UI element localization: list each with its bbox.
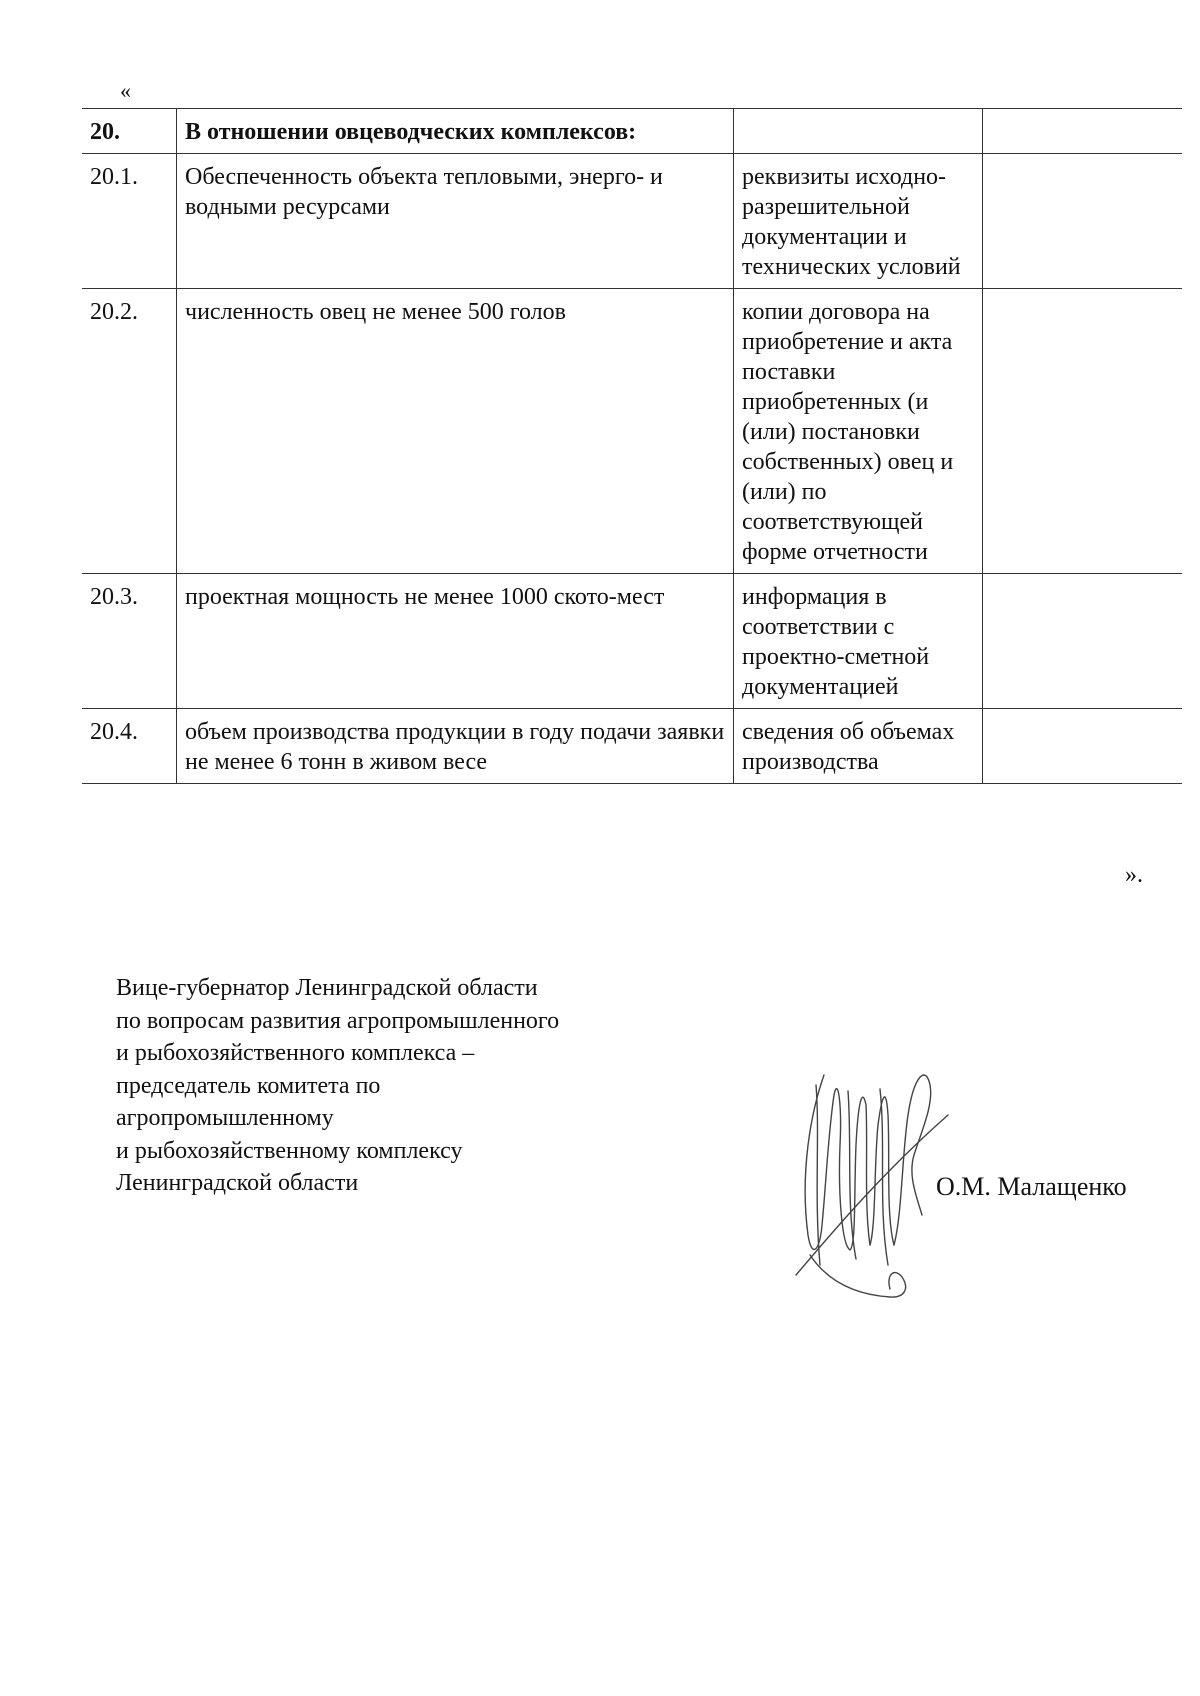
- extra-cell: [983, 109, 1183, 154]
- document-cell: [734, 109, 983, 154]
- extra-cell: [983, 289, 1183, 574]
- extra-cell: [983, 574, 1183, 709]
- table-row: [82, 574, 1182, 709]
- row-number: 20.4.: [82, 709, 177, 784]
- signatory-title-line: и рыбохозяйственному комплексу: [116, 1137, 463, 1164]
- signatory-title-line: и рыбохозяйственного комплекса –: [116, 1040, 475, 1066]
- signatory-title-line: председатель комитета по: [116, 1072, 381, 1099]
- row-number: 20.: [82, 109, 177, 154]
- requirement-cell: численность овец не менее 500 голов: [177, 289, 734, 574]
- requirement-cell: проектная мощность не менее 1000 ското-мест: [177, 574, 734, 709]
- signatory-title-line: агропромышленному: [116, 1105, 334, 1131]
- row-number: 20.1.: [82, 154, 177, 289]
- row-number: 20.2.: [82, 289, 177, 574]
- extra-cell: [983, 154, 1183, 289]
- signatory-title: [116, 972, 676, 1200]
- requirements-table: [82, 108, 1182, 784]
- signatory-title-line: Вице-губернатор Ленинградской области: [116, 975, 538, 1001]
- document-cell: информация в соответствии с проектно-сметной документацией: [734, 574, 983, 709]
- table-row: [82, 709, 1182, 784]
- extra-cell: [983, 709, 1183, 784]
- handwritten-signature: [790, 1045, 950, 1305]
- requirement-cell: В отношении овцеводческих комплексов:: [177, 109, 734, 154]
- document-cell: копии договора на приобретение и акта поставки приобретенных (и (или) постановки собственных) овец и (или) по соответствующей форме отчетности: [734, 289, 983, 574]
- row-number: 20.3.: [82, 574, 177, 709]
- signatory-title-line: по вопросам развития агропромышленного: [116, 1007, 560, 1034]
- document-cell: сведения об объемах производства: [734, 709, 983, 784]
- closing-quote-mark: ».: [1125, 862, 1143, 888]
- table-row: [82, 289, 1182, 574]
- signatory-name: О.М. Малащенко: [936, 1172, 1127, 1201]
- requirement-cell: Обеспеченность объекта тепловыми, энерго- и водными ресурсами: [177, 154, 734, 289]
- requirement-cell: объем производства продукции в году подачи заявки не менее 6 тонн в живом весе: [177, 709, 734, 784]
- signatory-title-line: Ленинградской области: [116, 1170, 359, 1196]
- opening-quote-mark: «: [120, 78, 131, 103]
- table-row: [82, 109, 1182, 154]
- table-row: [82, 154, 1182, 289]
- document-cell: реквизиты исходно-разрешительной документации и технических условий: [734, 154, 983, 289]
